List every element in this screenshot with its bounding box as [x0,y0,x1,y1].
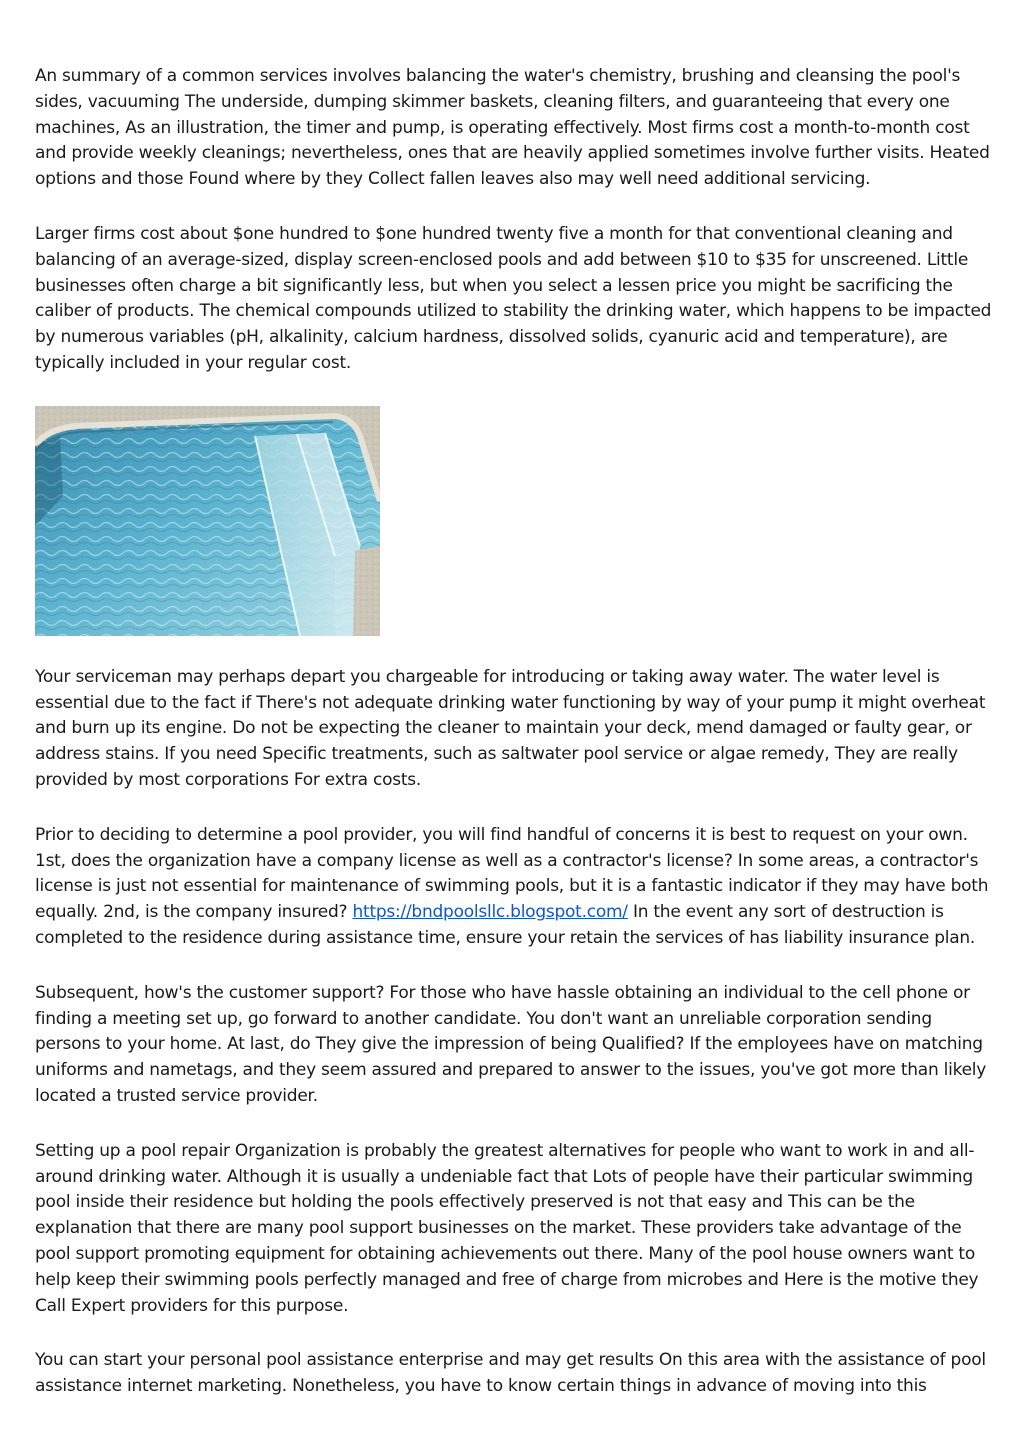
paragraph-starting-business: Setting up a pool repair Organization is probably the greatest alternatives for people who want to work in and all-around drinking water. Although it is usually a undeniable fact that Lots of people have their particular swimming pool inside their residence but holding the pools effectively preserved is not that easy and This can be the explanation that there are many pool support businesses on the market. These providers take advantage of the pool support promoting equipment for obtaining achievements out there. Many of the pool house owners want to help keep their swimming pools perfectly managed and free of charge from microbes and Here is the motive they Call Expert providers for this purpose. [35,1140,979,1316]
paragraph-choosing-provider-text-end: In the event any sort of destruction is completed to the residence during assistance time, ensure your retain the services of has liability insurance plan. [35,902,976,948]
blog-link[interactable]: https://bndpoolsllc.blogspot.com/ [352,902,628,923]
paragraph-customer-support: Subsequent, how's the customer support? For those who have hassle obtaining an individual to the cell phone or finding a meeting set up, go forward to another candidate. You don't want an unreliable corporation sending persons to your home. At last, do They give the impression of being Qualified? If the employees have on matching uniforms and nametags, and they seem assured and prepared to answer to the issues, you've got more than likely located a trusted service provider. [35,982,987,1106]
paragraph-choosing-provider [35,823,995,952]
paragraph-service-summary: An summary of a common services involves balancing the water's chemistry, brushing and cleansing the pool's sides, vacuuming The underside, dumping skimmer baskets, cleaning filters, and guaranteeing that every one machines, As an illustration, the timer and pump, is operating effectively. Most firms cost a month-to-month cost and provide weekly cleanings; nevertheless, ones that are heavily applied sometimes involve further visits. Heated options and those Found where by they Collect fallen leaves also may well need additional servicing. [35,66,990,190]
pool-photo [35,406,380,636]
paragraph-pricing: Larger firms cost about $one hundred to $one hundred twenty five a month for that conventional cleaning and balancing of an average-sized, display screen-enclosed pools and add between $10 to $35 for unscreened. Little businesses often charge a bit significantly less, but when you select a lessen price you might be sacrificing the caliber of products. The chemical compounds utilized to stability the drinking water, which happens to be impacted by numerous variables (pH, alkalinity, calcium hardness, dissolved solids, cyanuric acid and temperature), are typically included in your regular cost. [35,223,992,373]
paragraph-marketing: You can start your personal pool assistance enterprise and may get results On this area with the assistance of pool assistance internet marketing. Nonetheless, you have to know certain things in advance of moving into this [35,1350,986,1397]
paragraph-choosing-provider-text-start: Prior to deciding to determine a pool provider, you will find handful of concerns it is best to request on your own. 1st, does the organization have a company license as well as a contractor's license? In some areas, a contractor's license is just not essential for maintenance of swimming pools, but it is a fantastic indicator if they may have both equally. 2nd, is the company insured? [35,824,989,923]
paragraph-serviceman-duties: Your serviceman may perhaps depart you chargeable for introducing or taking away water. The water level is essential due to the fact if There's not adequate drinking water functioning by way of your pump it might overheat and burn up its engine. Do not be expecting the cleaner to maintain your deck, mend damaged or faulty gear, or address stains. If you need Specific treatments, such as saltwater pool service or algae remedy, They are really provided by most corporations For extra costs. [35,666,986,790]
document-page [35,64,995,1429]
